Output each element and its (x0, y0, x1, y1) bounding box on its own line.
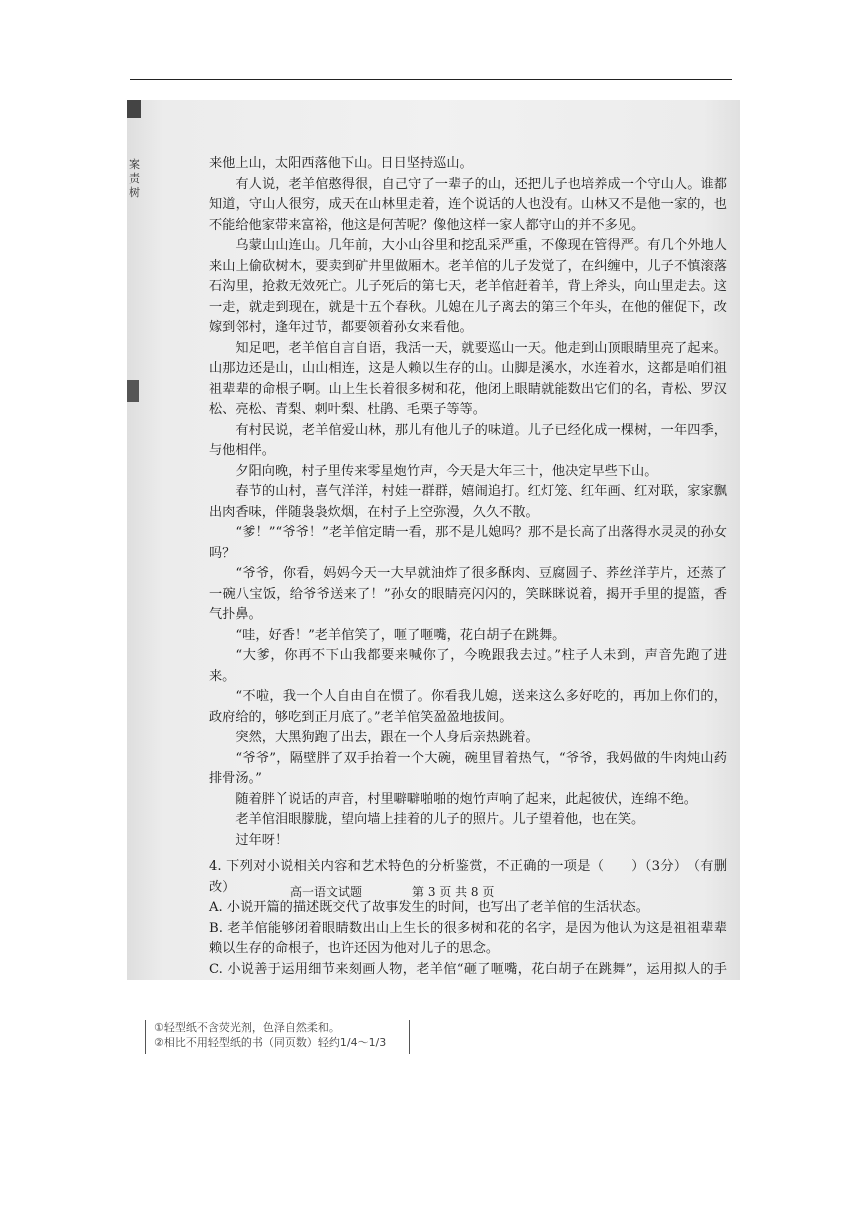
story-text (209, 154, 727, 980)
paper-note-line: ②相比不用轻型纸的书（同页数）轻约1/4～1/3 (154, 1036, 387, 1049)
scan-edge-blot (127, 380, 139, 402)
question-4-text: 4. 下列对小说相关内容和艺术特色的分析鉴赏，不正确的一项是（ ）（3分） (209, 859, 688, 874)
revised-note: （有删改） (209, 859, 728, 895)
story-paragraph: “不啦，我一个人自由自在惯了。你看我儿媳，送来这么多好吃的，再加上你们的，政府给的，够吃到正月底了。”老羊倌笑盈盈地拔间。 (209, 689, 727, 725)
story-paragraph: 知足吧，老羊倌自言自语，我活一天，就要巡山一天。他走到山顶眼睛里亮了起来。山那边还是山，山山相连，这是人赖以生存的山。山脚是溪水，水连着水，这都是咱们祖祖辈辈的命根子啊。山上生长着很多树和花，他闭上眼睛就能数出它们的名，青松、罗汉松、亮松、青梨、刺叶梨、杜鹃、毛栗子等等。 (209, 340, 727, 417)
story-paragraph: “大爹，你再不下山我都要来喊你了，今晚跟我去过。”柱子人未到，声音先跑了进来。 (209, 648, 727, 684)
story-paragraph: 老羊倌泪眼朦胧，望向墙上挂着的儿子的照片。儿子望着他，也在笑。 (235, 812, 645, 827)
story-paragraph: 夕阳向晚，村子里传来零星炮竹声，今天是大年三十，他决定早些下山。 (235, 463, 658, 479)
story-paragraph: “爷爷”，隔壁胖了双手抬着一个大碗，碗里冒着热气，“爷爷，我妈做的牛肉炖山药排骨汤。” (209, 750, 727, 786)
story-paragraph: 突然，大黑狗跑了出去，跟在一个人身后亲热跳着。 (235, 730, 539, 745)
scanned-page (127, 100, 740, 980)
story-paragraph: 有村民说，老羊倌爱山林，那儿有他儿子的味道。儿子已经化成一棵树，一年四季，与他相伴。 (209, 422, 727, 458)
story-paragraph: 来他上山，太阳西落他下山。日日坚持巡山。 (209, 156, 473, 171)
question-4-option-c: C. 小说善于运用细节来刻画人物，老羊倌“砸了咂嘴，花白胡子在跳舞”，运用拟人的手 (209, 961, 727, 977)
story-paragraph: “爷爷，你看，妈妈今天一大早就油炸了很多酥肉、豆腐圆子、荞丝洋芋片，还蒸了一碗八宝饭，给爷爷送来了！”孙女的眼睛亮闪闪的，笑眯眯说着，揭开手里的提篮，香气扑鼻。 (209, 566, 727, 622)
story-paragraph: “哇，好香！”老羊倌笑了，咂了咂嘴，花白胡子在跳舞。 (235, 627, 566, 643)
exam-title: 高一语文试题 (290, 885, 363, 899)
margin-text: 案 责 树 (129, 158, 140, 199)
paper-note-line: ①轻型纸不含荧光剂，色泽自然柔和。 (154, 1021, 340, 1034)
story-paragraph: 有人说，老羊倌憨得很，自己守了一辈子的山，还把儿子也培养成一个守山人。谁都知道，守山人很穷，成天在山林里走着，连个说话的人也没有。山林又不是他一家的，也不能给他家带来富裕，他这是何苦呢？像他这样一家人都守山的并不多见。 (209, 176, 727, 233)
question-4-option-a: A. 小说开篇的描述既交代了故事发生的时间，也写出了老羊倌的生活状态。 (209, 900, 649, 915)
story-paragraph: 过年呀！ (235, 832, 289, 848)
scan-edge-mark (127, 100, 141, 118)
top-rule (130, 79, 732, 80)
story-paragraph: “爹！”“爷爷！”老羊倌定睛一看，那不是儿媳吗？那不是长高了出落得水灵灵的孙女吗？ (209, 525, 727, 561)
question-4-option-b: B. 老羊倌能够闭着眼睛数出山上生长的很多树和花的名字，是因为他认为这是祖祖辈辈赖以生存的命根子，也许还因为他对儿子的思念。 (209, 920, 727, 956)
page-footer (290, 883, 620, 900)
story-paragraph: 春节的山村，喜气洋洋，村娃一群群，嬉闹追打。红灯笼、红年画、红对联，家家飘出肉香味，伴随袅袅炊烟，在村子上空弥漫，久久不散。 (209, 484, 727, 520)
paper-note (145, 1020, 410, 1054)
page-number: 第 3 页 共 8 页 (412, 885, 495, 899)
story-paragraph: 随着胖丫说话的声音，村里噼噼啪啪的炮竹声响了起来，此起彼伏，连绵不绝。 (235, 791, 697, 807)
story-paragraph: 乌蒙山山连山。几年前，大小山谷里和挖乱采严重，不像现在管得严。有几个外地人来山上偷砍树木，要卖到矿井里做厢木。老羊倌的儿子发觉了，在纠缠中，儿子不慎滚落石沟里，抢救无效死亡。儿子死后的第七天，老羊倌赶着羊，背上斧头，向山里走去。这一走，就走到现在，就是十五个春秋。儿媳在儿子离去的第三个年头，在他的催促下，改嫁到邻村，逢年过节，都要领着孙女来看他。 (209, 238, 727, 335)
